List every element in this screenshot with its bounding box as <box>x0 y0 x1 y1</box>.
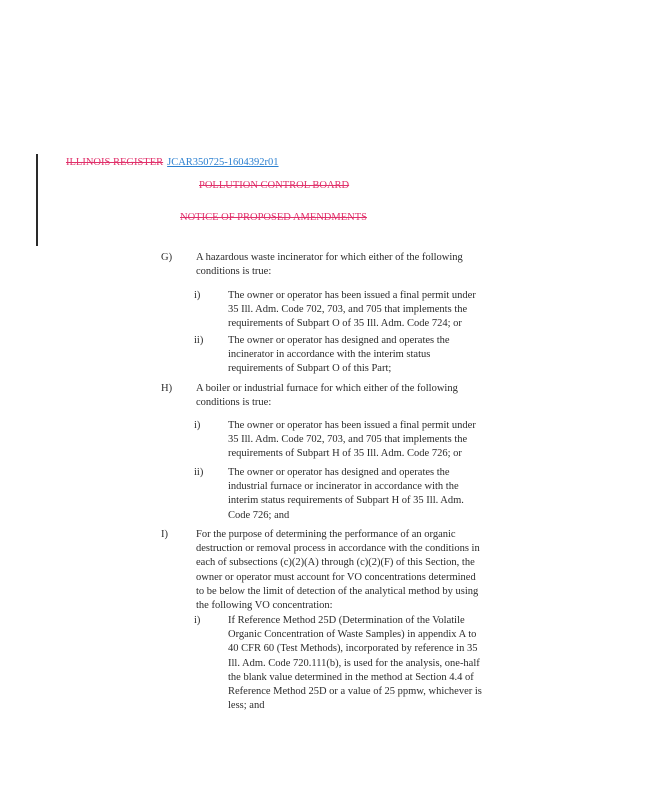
item-i-label: I) <box>161 529 168 540</box>
board-title: POLLUTION CONTROL BOARD <box>199 180 350 191</box>
item-g-ii-label: ii) <box>194 335 204 346</box>
item-h-ii-label: ii) <box>194 467 204 478</box>
item-i-text: For the purpose of determining the performance of an organic destruction or removal process in accordance with the conditions in each of subsections (c)(2)(A) through (c)(2)(F) of this Section, the owner or operator must account for VO concentrations determined to be below the limit of detection of the analytical method by using the following VO concentration: <box>196 529 480 612</box>
item-h-i-label: i) <box>194 420 201 431</box>
item-h-label: H) <box>161 383 173 394</box>
notice-title: NOTICE OF PROPOSED AMENDMENTS <box>180 212 367 223</box>
item-g-label: G) <box>161 252 173 263</box>
register-inserted-text: JCAR350725-1604392r01 <box>167 157 279 168</box>
item-i-i-text: If Reference Method 25D (Determination of the Volatile Organic Concentration of Waste Samples) in appendix A to 40 CFR 60 (Test Methods), incorporated by reference in 35 Ill. Adm. Code 720.111(b), is used for the analysis, one-half the blank value determined in the method at Section 4.4 of Reference Method 25D or a value of 25 ppmw, whichever is less; and <box>228 615 482 712</box>
register-deleted-text: ILLINOIS REGISTER <box>66 157 164 168</box>
item-h-i-text: The owner or operator has been issued a final permit under 35 Ill. Adm. Code 702, 703, and 705 that implements the requirements of Subpart H of 35 Ill. Adm. Code 726; or <box>228 420 476 460</box>
item-g-i-text: The owner or operator has been issued a final permit under 35 Ill. Adm. Code 702, 703, and 705 that implements the requirements of Subpart O of 35 Ill. Adm. Code 724; or <box>228 290 476 330</box>
item-i-i-label: i) <box>194 615 201 626</box>
item-g-ii-text: The owner or operator has designed and operates the incinerator in accordance with the interim status requirements of Subpart O of this Part; <box>228 335 450 375</box>
item-g-text: A hazardous waste incinerator for which either of the following conditions is true: <box>196 252 463 278</box>
register-header <box>66 157 279 168</box>
revision-change-bar <box>36 154 38 246</box>
item-h-text: A boiler or industrial furnace for which either of the following conditions is true: <box>196 383 458 409</box>
item-h-ii-text: The owner or operator has designed and operates the industrial furnace or incinerator in accordance with the interim status requirements of Subpart H of 35 Ill. Adm. Code 726; and <box>228 467 464 521</box>
item-g-i-label: i) <box>194 290 201 301</box>
